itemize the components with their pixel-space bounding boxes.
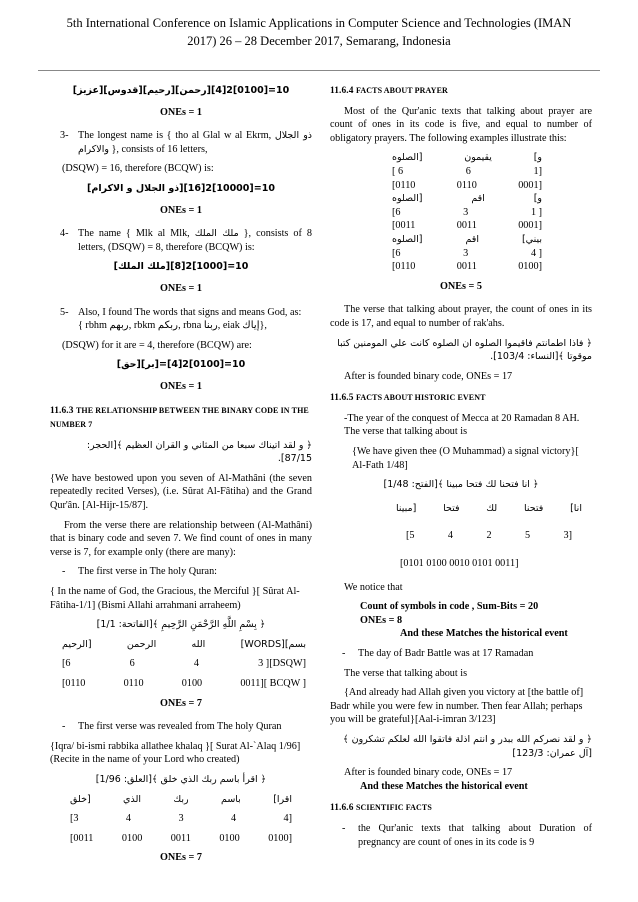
cell: بسم][WORDS] <box>240 638 306 650</box>
cell: 0100 <box>121 832 143 844</box>
list-number: 4- <box>60 228 69 240</box>
dsqw-row-2 <box>50 812 312 826</box>
dash-item <box>330 822 592 849</box>
cell: 5 <box>524 530 531 542</box>
dash-text: the Qur'anic texts that talking about Duration of pregnancy are count of ones in its code is 9 <box>358 822 592 848</box>
paragraph: We notice that <box>344 581 403 593</box>
left-column <box>50 84 312 875</box>
cell: [الصلوه <box>392 152 423 164</box>
section-title: FACTS ABOUT PRAYER <box>355 86 448 95</box>
paragraph: {Iqra/ bi-ismi rabbika allathee khalaq }[ Surat Al-`Alaq 1/96](Recite in the name of your Lord who created) <box>50 740 301 766</box>
section-heading-11-6-5 <box>330 391 592 406</box>
bold-note: And these Matches the historical event <box>400 628 568 640</box>
list-number: 3- <box>60 130 69 142</box>
cell: 6 <box>129 658 135 670</box>
bold-note: ONEs = 8 <box>360 614 403 626</box>
bold-note: And these Matches the historical event <box>360 780 528 792</box>
section-number: 11.6.5 <box>330 393 354 404</box>
cell: اقرا] <box>273 793 292 805</box>
cell: 3 <box>463 206 469 218</box>
list-item-3 <box>50 129 312 156</box>
paragraph: After is founded binary code, ONEs = 17 <box>344 767 513 779</box>
section-number: 11.6.3 <box>50 405 74 416</box>
section-heading-11-6-4 <box>330 84 592 99</box>
cell: 4 ] <box>530 247 542 259</box>
equation-1: [عزيز][قدوس][رحيم][رحمن][4]10=[0100]2 <box>72 85 290 96</box>
dash-text: The first verse was revealed from The holy Quran <box>78 721 282 733</box>
dsqw-row-1 <box>50 657 312 671</box>
item-text: The name { Mlk al Mlk, <box>78 228 190 240</box>
item-5-cont: (DSQW) for it are = 4, therefore (BCQW) are: <box>62 339 252 351</box>
example-3-words <box>392 233 542 247</box>
cell: [ 6 <box>392 165 404 177</box>
cell: 1 ] <box>530 206 542 218</box>
dash-bullet: - <box>342 648 346 659</box>
ones-result-5: ONEs = 7 <box>159 697 203 709</box>
example-2-binary <box>392 219 542 233</box>
cell: باسم <box>221 793 241 805</box>
cell: [0110 <box>62 678 86 689</box>
ones-result-prayer: ONEs = 5 <box>439 280 483 292</box>
item-3-cont: (DSQW) = 16, therefore (BCQW) is: <box>62 163 214 175</box>
item-text: Also, I found The words that signs and means God, as: <box>78 306 302 318</box>
ones-result-2: ONEs = 1 <box>159 204 203 216</box>
ones-result-1: ONEs = 1 <box>159 106 203 118</box>
cell: 0100 <box>181 678 203 689</box>
cell: و] <box>533 193 542 205</box>
section-heading-11-6-3 <box>50 404 312 433</box>
cell: 3 <box>178 813 184 825</box>
paragraph: {And already had Allah given you victory at [the battle of] Badr while you were few in number. Then fear Allah; perhaps you will be grateful}[Aal-i-imran 3/123] <box>330 687 584 726</box>
paragraph: The verse that talking about is <box>344 426 468 438</box>
quran-verse-imran: ﴿ و لقد نصركم الله ببدر و انتم اذلة فاتقوا الله لعلكم تشكرون ﴾[آل عمران: 123/3] <box>343 733 592 759</box>
dash-text: The first verse in The holy Quran: <box>78 566 218 578</box>
ones-result-4: ONEs = 1 <box>159 380 203 392</box>
list-item-5 <box>50 306 312 333</box>
section-number: 11.6.4 <box>330 86 354 96</box>
dash-item <box>50 565 312 579</box>
dash-bullet: - <box>342 822 346 834</box>
item-text: }, consists of 16 letters, <box>111 143 208 155</box>
paragraph: From the verse there are relationship between (Al-Mathâni) that is binary code and seven 7. We find count of ones in many verse is 7, for example only (there are many): <box>50 519 312 558</box>
example-3-binary <box>392 260 542 274</box>
example-3-numbers <box>392 247 542 261</box>
cell: 3] <box>563 530 572 542</box>
cell: يقيمون <box>464 152 492 164</box>
cell: 0001] <box>518 220 542 232</box>
cell: اقم <box>465 233 479 245</box>
cell: اقم <box>471 193 485 205</box>
cell: 0011 <box>170 832 191 844</box>
dash-text: The day of Badr Battle was at 17 Ramadan <box>358 648 534 659</box>
cell: 1] <box>533 165 542 177</box>
cell: 4 <box>125 813 132 825</box>
section-title: FACTS ABOUT HISTORIC EVENT <box>355 393 486 403</box>
cell: [0011 <box>70 832 94 844</box>
cell: 4 <box>447 530 454 542</box>
cell: [6 <box>392 206 401 218</box>
cell: 0110 <box>456 179 477 191</box>
cell: 0100] <box>268 832 292 844</box>
cell: [0110 <box>392 261 416 273</box>
example-1-binary <box>392 179 542 193</box>
cell: 0110 <box>123 678 144 689</box>
cell: فتحنا <box>523 502 544 514</box>
cell: 0100 <box>219 832 240 844</box>
cell: الذي <box>123 793 141 805</box>
cell: الله <box>191 638 206 650</box>
cell: [الصلوه <box>392 193 423 205</box>
section-number: 11.6.6 <box>330 803 354 814</box>
paragraph: Most of the Qur'anic texts that talking about prayer are count of ones in its code is five, and equal to number of obligatory prayers. The following examples illustrate this: <box>330 105 592 144</box>
item-text: The longest name is { tho al Glal w al Ekrm, <box>78 130 272 142</box>
example-1-words <box>392 151 542 165</box>
cell: 2 <box>486 530 492 542</box>
paragraph: The verse that talking about prayer, the count of ones in its code is 17, and equal to number of rak'ahs. <box>330 304 592 329</box>
bold-note: Count of symbols in code , Sum-Bits = 20 <box>360 601 539 613</box>
section-heading-11-6-6 <box>330 801 592 816</box>
cell: [الصلوه <box>392 233 423 245</box>
paragraph: { In the name of God, the Gracious, the Merciful }[ Sûrat Al-Fâtiha-1/1] (Bismi Allahi arrahmani arraheem) <box>50 586 300 611</box>
cell: [مبينا <box>396 502 417 514</box>
cell: 4 <box>230 813 237 825</box>
paragraph: The verse that talking about is <box>344 667 468 679</box>
words-row-1 <box>50 638 312 652</box>
quran-verse-3: ﴿ اقرأ باسم ربك الذي خلق ﴾[العلق: 1/96] <box>95 773 267 785</box>
dash-bullet: - <box>62 721 66 733</box>
cell: 4] <box>283 813 292 825</box>
item-text: }, consists of 8 letters, (DSQW) = 8, therefore (BCQW) is: <box>78 228 312 253</box>
cell: [0110 <box>392 179 416 191</box>
right-column <box>330 84 592 855</box>
section-title: SCIENTIFIC FACTS <box>355 803 432 813</box>
paragraph: {We have bestowed upon you seven of Al-Mathâni (the seven repeatedly recited Verses), (i.e. Sûrat Al-Fâtiha) and the Grand Qur'ân. [Al-Hijr-15/87]. <box>50 472 312 512</box>
example-1-numbers <box>392 165 542 179</box>
paragraph: -The year of the conquest of Mecca at 20 Ramadan 8 AH. <box>344 412 580 424</box>
equation-4: [حق][بر]=[4]10=[0100]2 <box>116 359 246 371</box>
item-words: { rbhm ربهم, rbkm ربكم, rbna ربنا, eiak إياك}, <box>78 320 267 332</box>
equation-3: [ملك الملك][8]10=[1000]2 <box>113 261 249 273</box>
cell: فتحا <box>443 502 460 514</box>
equation-2: [ذو الجلال و الاكرام][16]10=[10000]2 <box>87 182 275 194</box>
header-line-2: 2017) 26 – 28 December 2017, Semarang, Indonesia <box>187 34 451 48</box>
quran-verse-2: ﴿ بِسْمِ اللَّهِ الرَّحْمَنِ الرَّحِيمِ ﴾[الفاتحة: 1/1] <box>96 619 266 631</box>
cell: 0011 <box>456 220 477 232</box>
cell: 3 ][DSQW] <box>258 658 306 670</box>
cell: [0011 <box>392 220 416 232</box>
cell: [3 <box>70 813 79 825</box>
list-number: 5- <box>60 306 69 318</box>
cell: [6 <box>62 658 71 670</box>
arabic-name: ذو الجلال والاكرام <box>78 130 313 155</box>
paragraph: {We have given thee (O Muhammad) a signal victory}[ Al-Fath 1/48] <box>352 446 579 471</box>
cell: و] <box>533 152 542 164</box>
ones-result-6: ONEs = 7 <box>159 852 203 864</box>
cell: [5 <box>406 530 415 542</box>
cell: 4 <box>193 658 199 670</box>
cell: لك <box>486 502 498 514</box>
cell: 0011][ BCQW ] <box>240 678 306 689</box>
quran-verse-1: ﴿ و لقد اتيناك سبعا من المثاني و القران العظيم ﴾[الحجر: 87/15]. <box>86 439 312 465</box>
bcqw-row-1 <box>50 677 312 691</box>
cell: [الرحيم <box>62 638 92 650</box>
cell: 0011 <box>456 261 477 273</box>
cell: 6 <box>465 165 471 177</box>
list-item-4 <box>50 227 312 254</box>
header-divider <box>38 70 600 71</box>
quran-verse-nisa: ﴿ فاذا اطمانتم فاقيموا الصلوه ان الصلوه كانت علي المومنين كتبا موقوتا ﴾[النساء: 103/4]. <box>337 337 592 363</box>
fath-binary: [0101 0100 0010 0101 0011] <box>400 558 519 570</box>
header-line-1: 5th International Conference on Islamic Applications in Computer Science and Technologies (IMAN <box>66 16 572 30</box>
example-2-words <box>392 192 542 206</box>
quran-verse-fath: ﴿ انا فتحنا لك فتحا مبينا ﴾[الفتح: 1/48] <box>383 479 539 491</box>
cell: 3 <box>463 247 469 259</box>
cell: الرحمن <box>126 638 157 650</box>
words-row-2 <box>50 793 312 807</box>
prayer-examples <box>330 151 542 273</box>
arabic-name: ملك الملك <box>194 228 239 240</box>
dash-item <box>50 720 312 734</box>
fath-words <box>330 498 592 520</box>
cell: بيني] <box>521 233 542 245</box>
paragraph: After is founded binary code, ONEs = 17 <box>344 370 513 382</box>
ones-result-3: ONEs = 1 <box>159 282 203 294</box>
bcqw-row-2 <box>50 832 312 846</box>
cell: 0100] <box>518 261 542 273</box>
cell: انا] <box>570 502 582 514</box>
cell: [خلق <box>70 793 91 805</box>
section-title: THE RELATIONSHIP BETWEEN THE BINARY CODE IN THE NUMBER 7 <box>50 405 309 430</box>
cell: ربك <box>173 793 189 805</box>
fath-numbers <box>330 525 592 547</box>
dash-item <box>330 647 592 661</box>
cell: [6 <box>392 247 401 259</box>
example-2-numbers <box>392 206 542 220</box>
dash-bullet: - <box>62 566 66 578</box>
page-header <box>0 14 638 50</box>
cell: 0001] <box>518 179 542 191</box>
